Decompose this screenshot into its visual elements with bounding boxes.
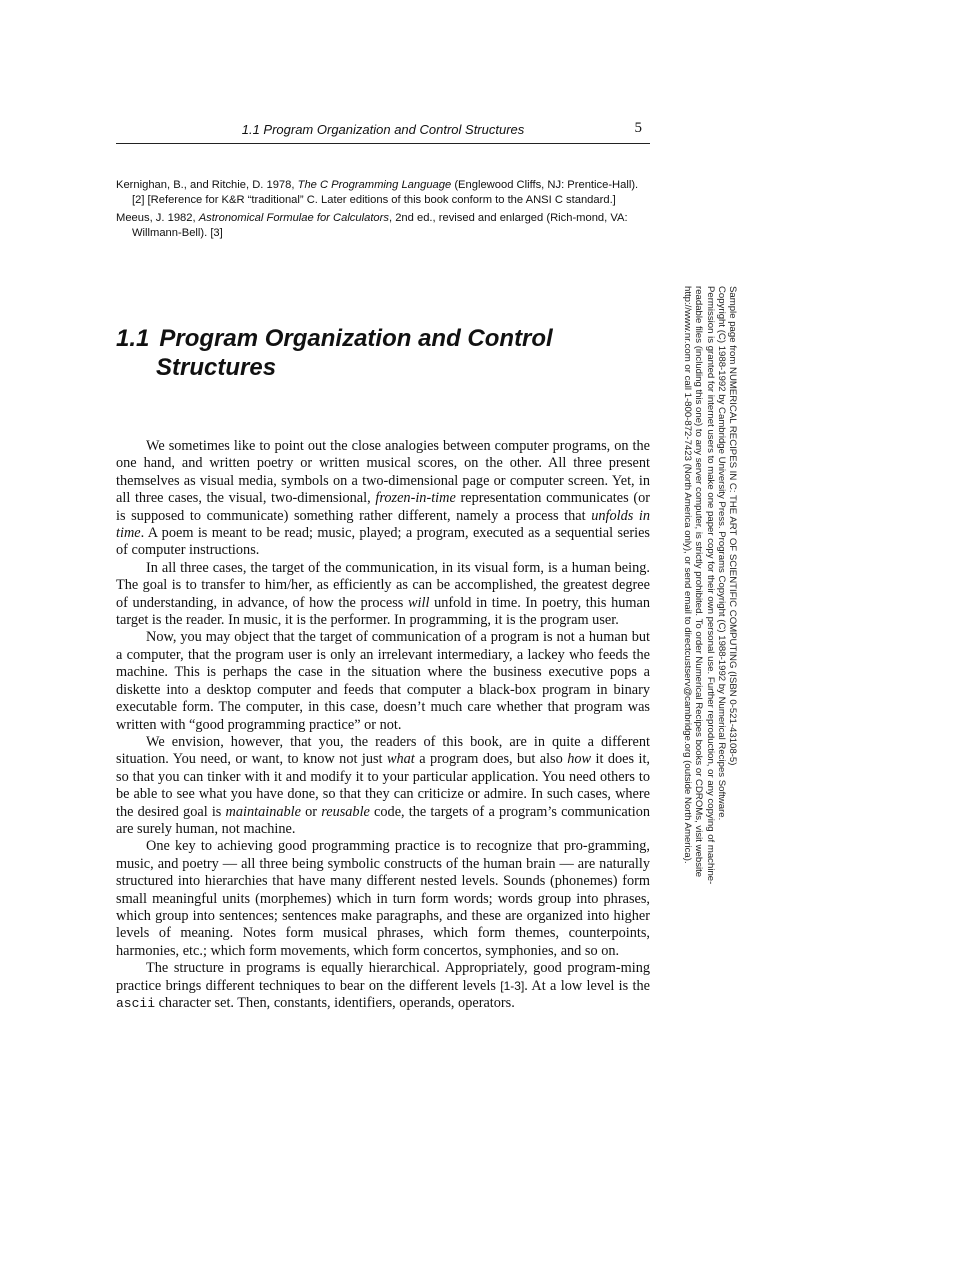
notice-line: Permission is granted for internet users to make one paper copy for their own personal use. Further reproduction, or any copying of machine- xyxy=(704,286,716,885)
paragraph: We envision, however, that you, the readers of this book, are in quite a different situation. You need, or want, to know not just what a program does, but also how it does it, so that you can tinker with it and modify it to your particular application. You need others to be able to see what you have done, so that they can criticize or admire. In such cases, where the desired goal is maintainable or reusable code, the targets of a program’s communication are surely human, not machine. xyxy=(116,733,651,837)
page-number: 5 xyxy=(634,120,642,136)
notice-line: http://www.nr.com or call 1-800-872-7423 (North America only), or send email to directcustserv@cambridge.org (outside North America). xyxy=(682,286,694,864)
section-number: 1.1 xyxy=(116,325,150,352)
copyright-notice xyxy=(682,286,738,1098)
paragraph: Now, you may object that the target of communication of a program is not a human but a computer, that the program user is only an irrelevant intermediary, a lackey who feeds the machine. This is perhaps the case in the situation where the business executive pops a diskette into a desktop computer and feeds that computer a black-box program in binary executable form. The computer, in this case, doesn’t much care whether that program was written with “good programming practice” or not. xyxy=(116,629,650,733)
section-title-line2: Structures xyxy=(156,354,277,381)
reference-item: Meeus, J. 1982, Astronomical Formulae for Calculators, 2nd ed., revised and enlarged (Rich-mond, VA: Willmann-Bell). [3] xyxy=(116,212,628,239)
reference-list xyxy=(116,178,652,244)
section-heading xyxy=(116,324,656,382)
notice-line: Sample page from NUMERICAL RECIPES IN C: THE ART OF SCIENTIFIC COMPUTING (ISBN 0-521-43108-5) xyxy=(727,286,738,766)
paragraph: One key to achieving good programming practice is to recognize that pro-gramming, music, and poetry — all three being symbolic constructs of the human brain — are naturally structured into hierarchies that have many different nested levels. Sounds (phonemes) form small meaningful units (morphemes) which in turn form words; words group into phrases, which group into sentences; sentences make paragraphs, and these are organized into higher levels of meaning. Notes form musical phrases, which form themes, counterpoints, harmonies, etc.; which form movements, which form concertos, symphonies, and so on. xyxy=(116,838,650,959)
citation: [1-3] xyxy=(500,978,525,993)
code-term: ascii xyxy=(116,996,156,1011)
running-header xyxy=(116,121,650,144)
paragraph: The structure in programs is equally hierarchical. Appropriately, good program-ming practice brings different techniques to bear on the different levels [1-3]. At a low level is the ascii character set. Then, constants, identifiers, operands, operators. xyxy=(116,960,651,1011)
reference-item: Kernighan, B., and Ritchie, D. 1978, The C Programming Language (Englewood Cliffs, NJ: Prentice-Hall). [2] [Reference for K&R “traditional” C. Later editions of this book conform to the ANSI C standard.] xyxy=(116,179,639,206)
notice-line: readable files (including this one) to any server computer, is strictly prohibited. To order Numerical Recipes books or CDROMs, visit website xyxy=(693,286,705,878)
body-text xyxy=(116,438,650,1012)
running-title: 1.1 Program Organization and Control Structures xyxy=(241,122,525,137)
reference-title: The C Programming Language xyxy=(297,179,452,191)
notice-line: Copyright (C) 1988-1992 by Cambridge University Press. Programs Copyright (C) 1988-1992 by Numerical Recipes Software. xyxy=(715,286,727,821)
reference-title: Astronomical Formulae for Calculators xyxy=(198,212,389,224)
paragraph: In all three cases, the target of the communication, in its visual form, is a human being. The goal is to transfer to him/her, as efficiently as can be accomplished, the greatest degree of understanding, in advance, of how the process will unfold in time. In poetry, this human target is the reader. In music, it is the performer. In programming, it is the program user. xyxy=(116,559,650,629)
paragraph: We sometimes like to point out the close analogies between computer programs, on the one hand, and written poetry or written musical scores, on the other. All three present themselves as visual media, symbols on a two-dimensional page or computer screen. Yet, in all three cases, the visual, two-dimensional, frozen-in-time representation communicates (or is supposed to communicate) something rather different, namely a process that unfolds in time. A poem is meant to be read; music, played; a program, executed as a sequential series of computer instructions. xyxy=(116,438,651,559)
section-title-line1: Program Organization and Control xyxy=(159,325,553,352)
